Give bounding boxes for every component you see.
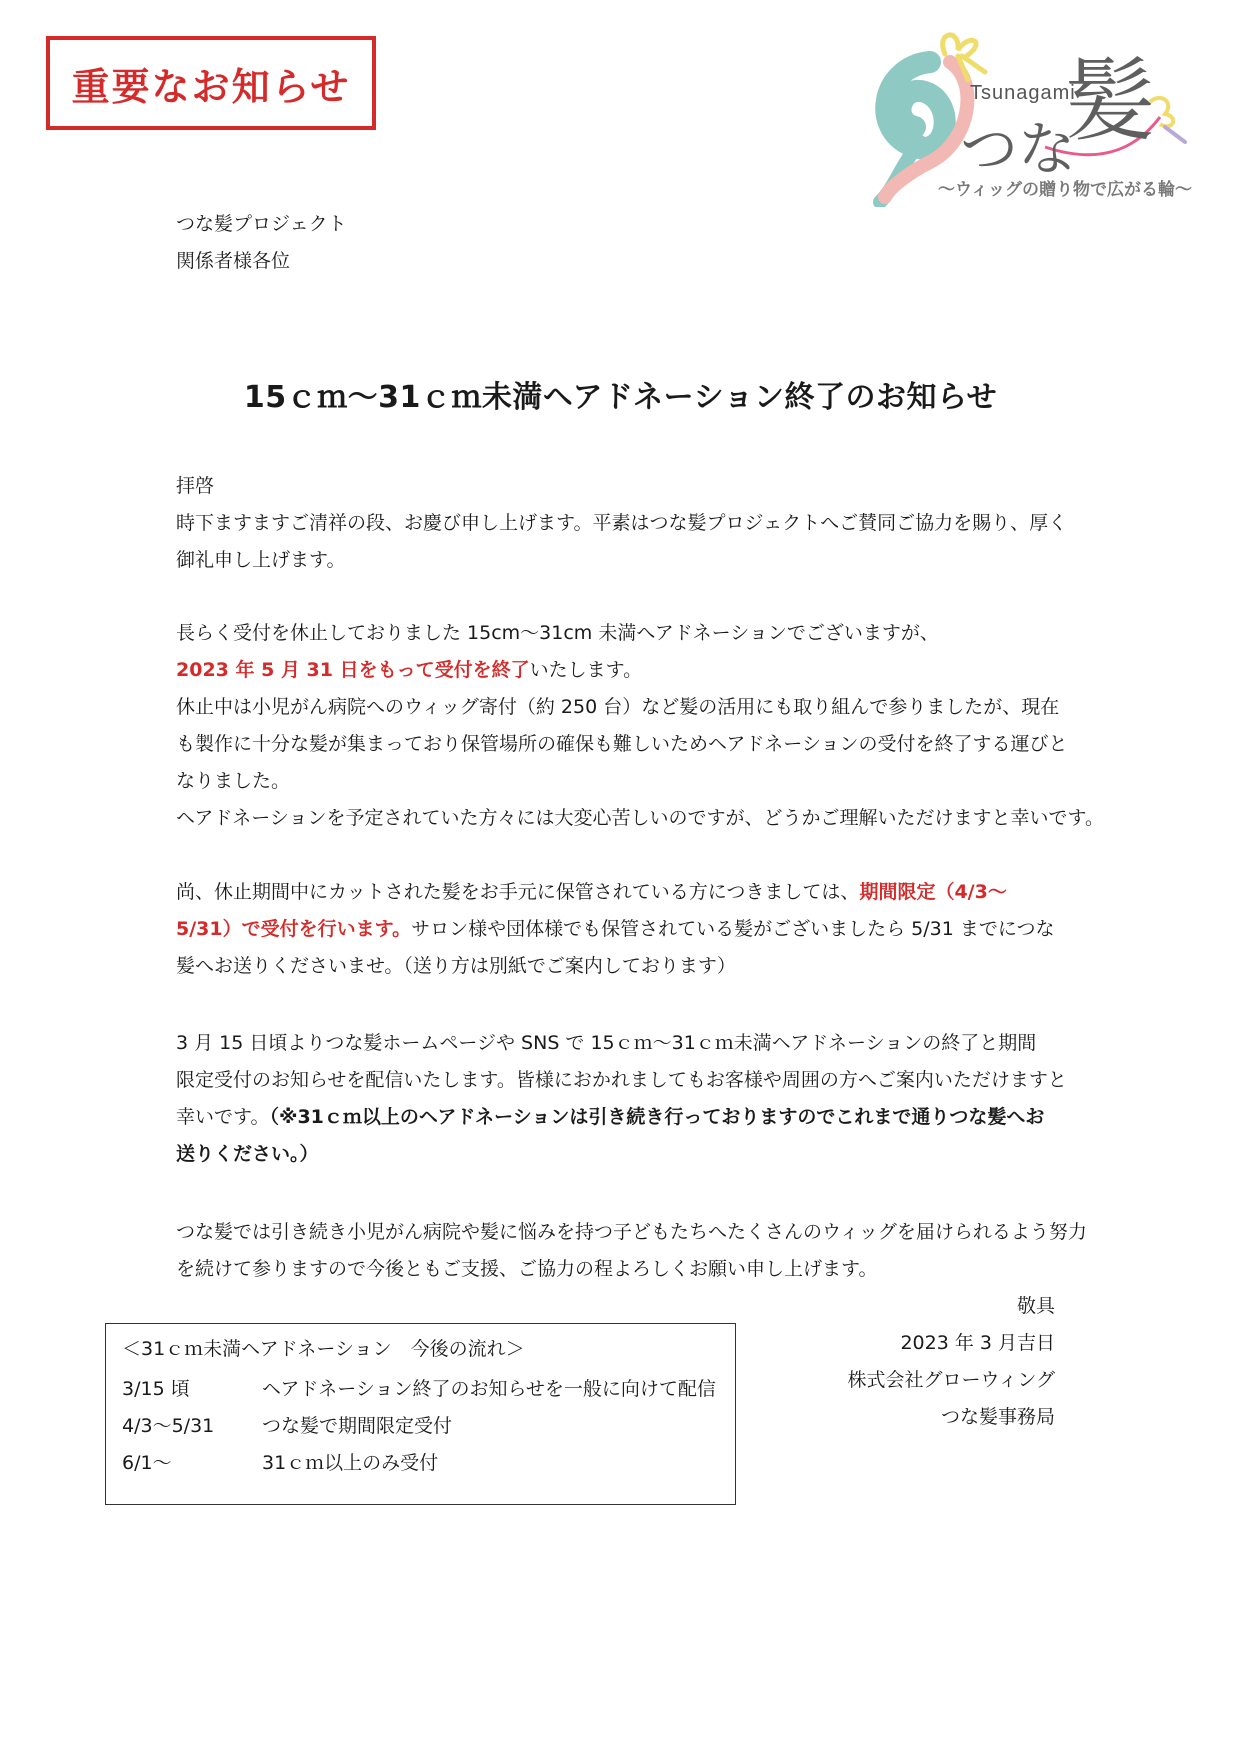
sns-thanks: 幸いです。	[176, 1106, 270, 1128]
important-notice-badge	[46, 36, 376, 130]
flow-row	[122, 1374, 716, 1401]
flow-desc: 31ｃｍ以上のみ受付	[262, 1452, 439, 1474]
storage-rest: サロン様や団体様でも保管されている髪がございましたら 5/31 までにつな	[411, 918, 1055, 940]
deadline-highlight: 2023 年 5 月 31 日をもって受付を終了	[176, 659, 530, 681]
storage-line	[176, 911, 1066, 948]
sns-section	[176, 1025, 1066, 1173]
continued-donation-note: （※31ｃｍ以上のヘアドネーションは引き続き行っておりますのでこれまで通りつな髪へお	[269, 1106, 1045, 1128]
closing-keigu: 敬具	[1016, 1295, 1055, 1317]
limited-period-highlight-cont: 5/31）で受付を行います。	[176, 918, 412, 940]
intro-line: 御礼申し上げます。	[176, 549, 346, 571]
storage-line	[176, 874, 1066, 911]
sns-line: 3 月 15 日頃よりつな髪ホームページや SNS で 15ｃｍ〜31ｃｍ未満ヘアドネーションの終了と期間	[176, 1032, 1037, 1054]
logo-name-kana: つな	[960, 115, 1077, 183]
flow-heading: ＜31ｃｍ未満ヘアドネーション 今後の流れ＞	[122, 1338, 525, 1360]
announcement-line: ヘアドネーションを予定されていた方々には大変心苦しいのですが、どうかご理解いただけますと幸いです。	[176, 807, 1104, 829]
storage-intro: 尚、休止期間中にカットされた髪をお手元に保管されている方につきましては、	[176, 881, 860, 903]
addressee-recipients: 関係者様各位	[176, 250, 291, 272]
signature-date: 2023 年 3 月吉日	[900, 1332, 1055, 1354]
flow-date: 6/1〜	[122, 1452, 172, 1474]
logo-tagline: 〜ウィッグの贈り物で広がる輪〜	[938, 180, 1192, 200]
signature-company: 株式会社グローウィング	[847, 1369, 1055, 1391]
flow-desc: ヘアドネーション終了のお知らせを一般に向けて配信	[262, 1378, 716, 1400]
announcement-line: 長らく受付を休止しておりました 15cm〜31cm 未満へアドネーションでございますが、	[176, 622, 939, 644]
intro-section	[176, 468, 1066, 579]
announcement-line: も製作に十分な髪が集まっており保管場所の確保も難しいためヘアドネーションの受付を終了する運びと	[176, 733, 1068, 755]
tsunagami-logo	[860, 22, 1200, 207]
logo-romaji: Tsunagami	[970, 82, 1076, 104]
limited-period-highlight: 期間限定（4/3〜	[859, 881, 1007, 903]
deadline-rest: いたします。	[529, 659, 643, 681]
closing-line: を続けて参りますので今後ともご支援、ご協力の程よろしくお願い申し上げます。	[176, 1258, 878, 1280]
future-flow-box	[105, 1323, 736, 1505]
important-notice-label: 重要なお知らせ	[71, 63, 351, 109]
flow-date: 3/15 頃	[122, 1378, 190, 1400]
continued-donation-note-cont: 送りください。）	[176, 1143, 319, 1165]
page-title: 15ｃｍ〜31ｃｍ未満ヘアドネーション終了のお知らせ	[243, 380, 998, 415]
flow-row	[122, 1448, 438, 1475]
flow-row	[122, 1411, 452, 1438]
sns-line: 限定受付のお知らせを配信いたします。皆様におかれましてもお客様や周囲の方へご案内いただけますと	[176, 1069, 1067, 1091]
signature-office: つな髪事務局	[940, 1406, 1055, 1428]
flow-date: 4/3〜5/31	[122, 1415, 215, 1437]
greeting: 拝啓	[176, 475, 215, 497]
flow-desc: つな髪で期間限定受付	[262, 1415, 453, 1437]
announcement-section	[176, 615, 1104, 837]
storage-section	[176, 874, 1066, 985]
storage-line: 髪へお送りくださいませ。（送り方は別紙でご案内しております）	[176, 955, 736, 977]
announcement-deadline-line	[176, 652, 1066, 689]
intro-line: 時下ますますご清祥の段、お慶び申し上げます。平素はつな髪プロジェクトへご賛同ご協力を賜り、厚く	[176, 512, 1068, 534]
addressee-org: つな髪プロジェクト	[176, 213, 347, 235]
closing-section	[176, 1214, 1087, 1288]
announcement-line: 休止中は小児がん病院へのウィッグ寄付（約 250 台）など髪の活用にも取り組んで参りましたが、現在	[176, 696, 1060, 718]
logo-name-kanji: 髪	[1065, 49, 1155, 154]
sns-line	[176, 1099, 1066, 1136]
closing-line: つな髪では引き続き小児がん病院や髪に悩みを持つ子どもたちへたくさんのウィッグを届けられるよう努力	[176, 1221, 1087, 1243]
announcement-line: なりました。	[176, 770, 291, 792]
